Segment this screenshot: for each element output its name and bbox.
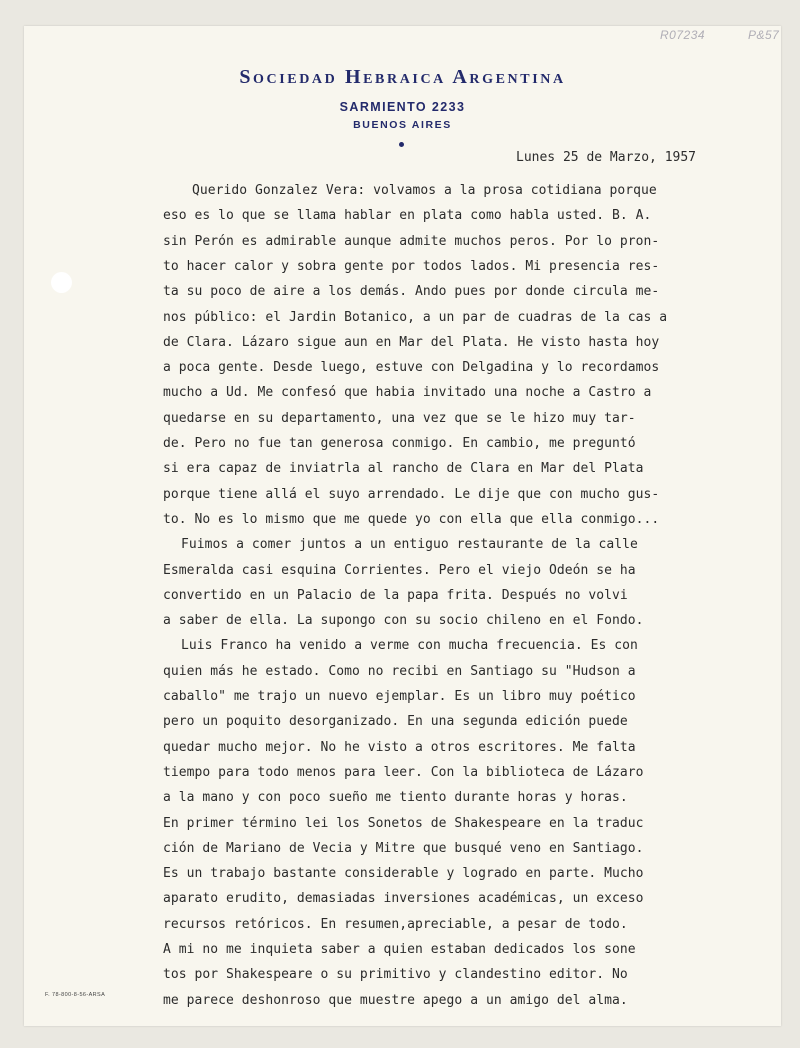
letter-line: a la mano y con poco sueño me tiento durante horas y horas. bbox=[163, 790, 628, 805]
letter-line: aparato erudito, demasiadas inversiones académicas, un exceso bbox=[163, 891, 644, 906]
letter-line: ción de Mariano de Vecia y Mitre que busqué veno en Santiago. bbox=[163, 841, 644, 856]
letterhead-dot bbox=[399, 142, 404, 147]
letter-line: a saber de ella. La supongo con su socio chileno en el Fondo. bbox=[163, 613, 644, 628]
punch-hole bbox=[51, 272, 72, 293]
letter-page bbox=[24, 26, 781, 1026]
letter-line: tos por Shakespeare o su primitivo y clandestino editor. No bbox=[163, 967, 628, 982]
letter-line: me parece deshonroso que muestre apego a un amigo del alma. bbox=[163, 993, 628, 1008]
letter-line: quien más he estado. Como no recibi en Santiago su "Hudson a bbox=[163, 664, 636, 679]
letter-line: quedar mucho mejor. No he visto a otros escritores. Me falta bbox=[163, 740, 636, 755]
letter-line: convertido en un Palacio de la papa frita. Después no volvi bbox=[163, 588, 628, 603]
letter-line: porque tiene allá el suyo arrendado. Le dije que con mucho gus- bbox=[163, 487, 660, 502]
letter-line: to. No es lo mismo que me quede yo con ella que ella conmigo... bbox=[163, 512, 660, 527]
letter-line: En primer término lei los Sonetos de Shakespeare en la traduc bbox=[163, 816, 644, 831]
letter-line: Querido Gonzalez Vera: volvamos a la prosa cotidiana porque bbox=[192, 183, 657, 198]
letter-line: tiempo para todo menos para leer. Con la biblioteca de Lázaro bbox=[163, 765, 644, 780]
letter-line: caballo" me trajo un nuevo ejemplar. Es un libro muy poético bbox=[163, 689, 636, 704]
letter-line: to hacer calor y sobra gente por todos lados. Mi presencia res- bbox=[163, 259, 660, 274]
letter-line: Luis Franco ha venido a verme con mucha frecuencia. Es con bbox=[181, 638, 638, 653]
letter-line: Es un trabajo bastante considerable y logrado en parte. Mucho bbox=[163, 866, 644, 881]
letter-line: recursos retóricos. En resumen,apreciable, a pesar de todo. bbox=[163, 917, 628, 932]
print-code: F. 78-800-8-56-ARSA bbox=[45, 992, 106, 998]
letterhead-city: BUENOS AIRES bbox=[353, 119, 452, 131]
letter-line: de. Pero no fue tan generosa conmigo. En cambio, me preguntó bbox=[163, 436, 636, 451]
letter-line: Esmeralda casi esquina Corrientes. Pero el viejo Odeón se ha bbox=[163, 563, 636, 578]
letter-line: ta su poco de aire a los demás. Ando pues por donde circula me- bbox=[163, 284, 660, 299]
letter-line: de Clara. Lázaro sigue aun en Mar del Plata. He visto hasta hoy bbox=[163, 335, 660, 350]
letterhead-organization: Sociedad Hebraica Argentina bbox=[239, 66, 566, 88]
letter-line: a poca gente. Desde luego, estuve con Delgadina y lo recordamos bbox=[163, 360, 660, 375]
letter-line: sin Perón es admirable aunque admite muchos peros. Por lo pron- bbox=[163, 234, 660, 249]
letter-date: Lunes 25 de Marzo, 1957 bbox=[516, 150, 697, 165]
letter-line: eso es lo que se llama hablar en plata como habla usted. B. A. bbox=[163, 208, 652, 223]
letter-line: A mi no me inquieta saber a quien estaban dedicados los sone bbox=[163, 942, 636, 957]
archive-page-reference: P&57 bbox=[748, 28, 780, 42]
letter-line: mucho a Ud. Me confesó que habia invitado una noche a Castro a bbox=[163, 385, 652, 400]
letter-line: nos público: el Jardin Botanico, a un par de cuadras de la cas a bbox=[163, 310, 668, 325]
letterhead-street: SARMIENTO 2233 bbox=[339, 100, 466, 114]
letter-line: quedarse en su departamento, una vez que se le hizo muy tar- bbox=[163, 411, 636, 426]
archive-reference: R07234 bbox=[660, 28, 706, 42]
letter-line: si era capaz de inviatrla al rancho de Clara en Mar del Plata bbox=[163, 461, 644, 476]
letter-line: pero un poquito desorganizado. En una segunda edición puede bbox=[163, 714, 628, 729]
letter-line: Fuimos a comer juntos a un entiguo restaurante de la calle bbox=[181, 537, 638, 552]
